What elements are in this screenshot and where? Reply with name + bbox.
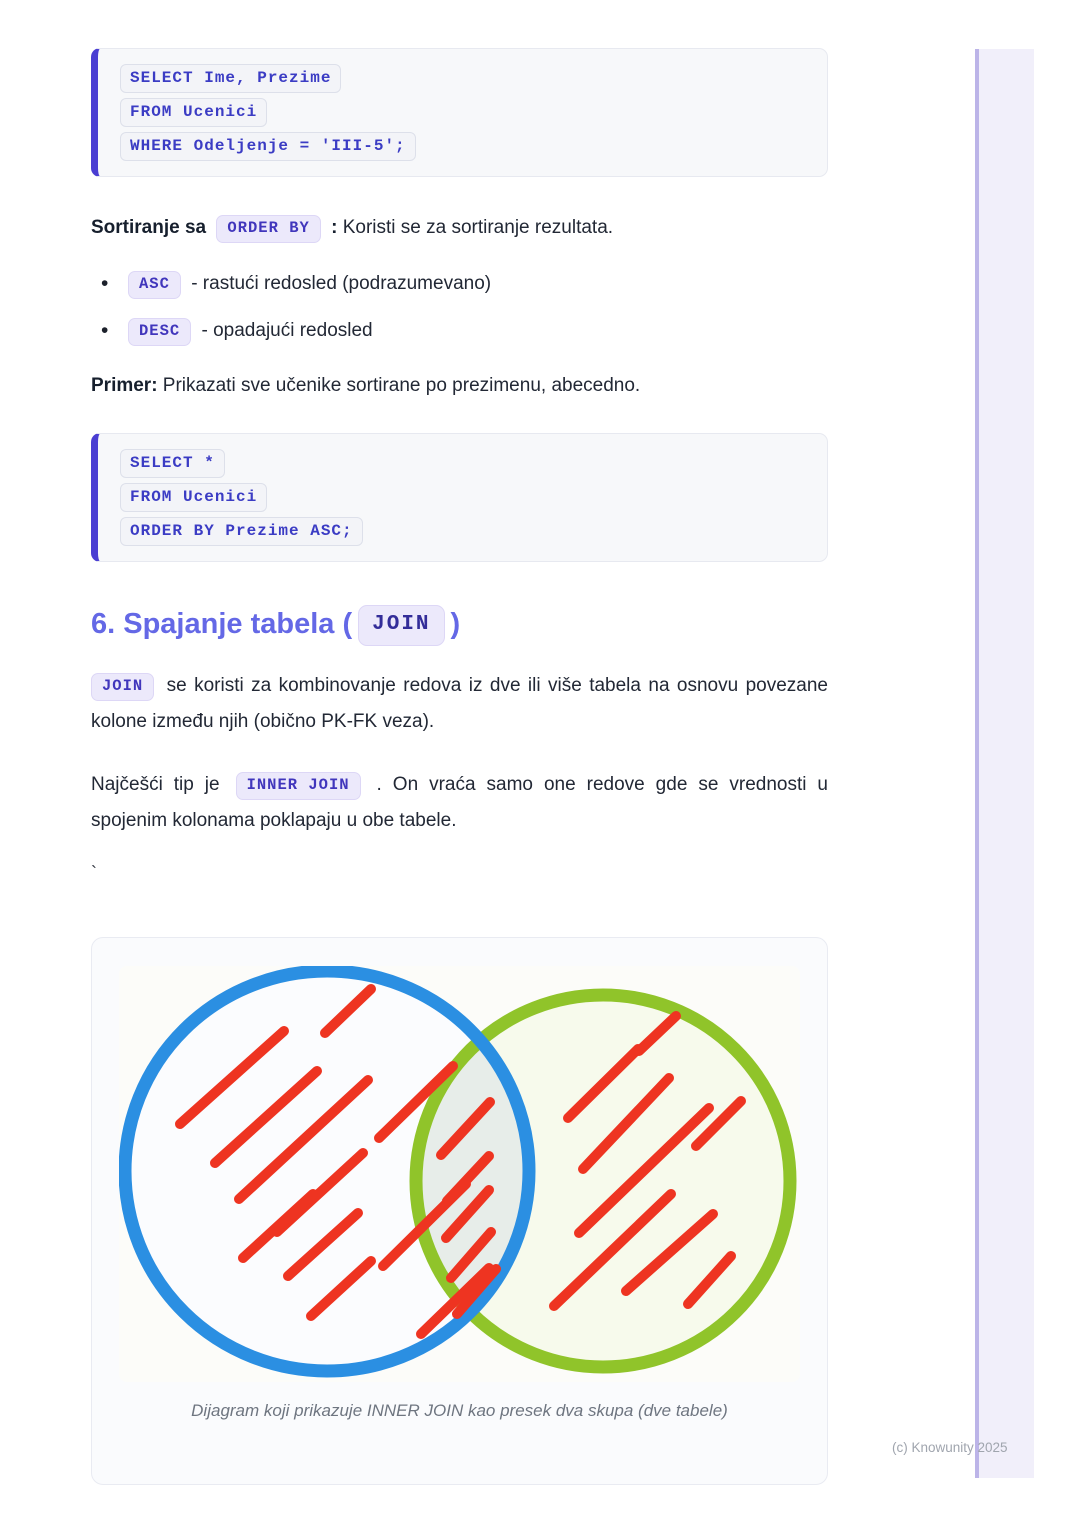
venn-image bbox=[119, 966, 800, 1382]
heading-prefix: 6. Spajanje tabela ( bbox=[91, 608, 353, 640]
code-block-order-by bbox=[91, 433, 828, 562]
join-description-text: se koristi za kombinovanje redova iz dve ili više tabela na osnovu povezane kolone između njih (obično PK-FK veza). bbox=[91, 675, 829, 732]
join-chip-heading: JOIN bbox=[358, 605, 444, 646]
inner-join-paragraph bbox=[91, 767, 828, 839]
inner-join-prefix: Najčešći tip je bbox=[91, 774, 220, 795]
code-block-select-where bbox=[91, 48, 828, 177]
diagram-caption: Dijagram koji prikazuje INNER JOIN kao presek dva skupa (dve tabele) bbox=[191, 1401, 728, 1420]
code-line: SELECT * bbox=[120, 449, 225, 478]
primer-bold: Primer: bbox=[91, 375, 158, 396]
code-line: WHERE Odeljenje = 'III-5'; bbox=[120, 132, 416, 161]
bullet-item-asc bbox=[91, 269, 828, 299]
section-heading-join bbox=[91, 602, 828, 646]
desc-chip: DESC bbox=[128, 318, 191, 346]
bullet-text: - rastući redosled (podrazumevano) bbox=[191, 273, 492, 294]
copyright-text: (c) Knowunity 2025 bbox=[892, 1440, 1008, 1455]
primer-text: Prikazati sve učenike sortirane po prezimenu, abecedno. bbox=[157, 375, 641, 396]
bullet-list bbox=[91, 269, 828, 346]
bullet-item-desc bbox=[91, 316, 828, 346]
code-line: FROM Ucenici bbox=[120, 98, 267, 127]
scrollbar-track[interactable] bbox=[975, 49, 1034, 1478]
diagram-card bbox=[91, 937, 828, 1485]
bullet-text: - opadajući redosled bbox=[201, 320, 373, 341]
heading-suffix: ) bbox=[450, 608, 461, 640]
venn-diagram-svg bbox=[119, 966, 800, 1382]
primer-paragraph bbox=[91, 371, 828, 401]
sorting-lead-colon: : bbox=[331, 217, 338, 238]
inner-join-chip: INNER JOIN bbox=[236, 772, 361, 800]
code-line: FROM Ucenici bbox=[120, 483, 267, 512]
join-description-paragraph bbox=[91, 668, 828, 740]
sorting-lead-rest: Koristi se za sortiranje rezultata. bbox=[342, 217, 614, 238]
inner-join-rest: . On vraća samo one redove gde se vrednosti u spojenim kolonama poklapaju u obe tabele. bbox=[91, 774, 829, 831]
stray-backtick: ` bbox=[91, 863, 97, 883]
code-line: SELECT Ime, Prezime bbox=[120, 64, 341, 93]
join-chip-inline: JOIN bbox=[91, 673, 154, 701]
code-line: ORDER BY Prezime ASC; bbox=[120, 517, 363, 546]
asc-chip: ASC bbox=[128, 271, 181, 299]
sorting-lead-bold: Sortiranje sa bbox=[91, 217, 207, 238]
document-content bbox=[91, 48, 828, 1485]
order-by-chip: ORDER BY bbox=[216, 215, 320, 243]
sorting-lead-paragraph bbox=[91, 213, 828, 243]
